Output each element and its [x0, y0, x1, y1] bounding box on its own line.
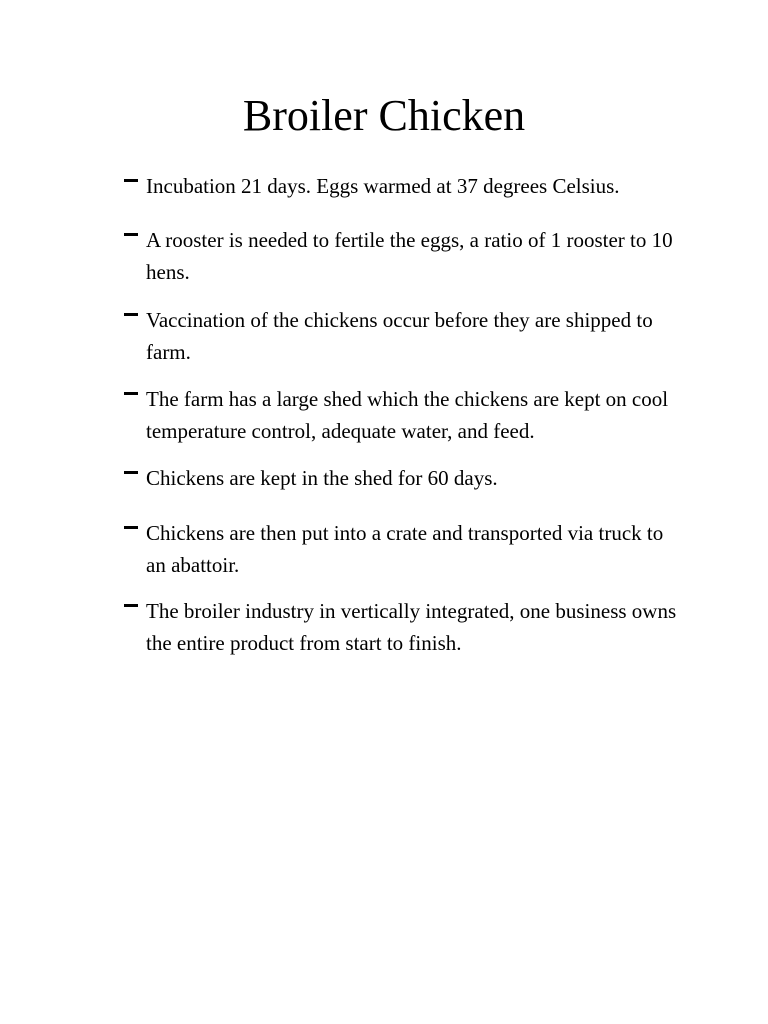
dash-bullet-icon [124, 526, 138, 529]
dash-bullet-icon [124, 179, 138, 182]
bullet-text: The farm has a large shed which the chickens are kept on cool temperature control, adequate water, and feed. [146, 387, 669, 443]
page-title: Broiler Chicken [242, 91, 526, 140]
bullet-text: Chickens are then put into a crate and transported via truck to an abattoir. [146, 521, 664, 577]
bullet-text: The broiler industry in vertically integrated, one business owns the entire product from start to finish. [146, 599, 677, 655]
dash-bullet-icon [124, 471, 138, 474]
dash-bullet-icon [124, 313, 138, 316]
dash-bullet-icon [124, 233, 138, 236]
bullet-text: Incubation 21 days. Eggs warmed at 37 degrees Celsius. [146, 174, 620, 198]
bullet-text: Chickens are kept in the shed for 60 days. [146, 466, 498, 490]
bullet-text: Vaccination of the chickens occur before they are shipped to farm. [146, 308, 653, 364]
dash-bullet-icon [124, 604, 138, 607]
bullet-text: A rooster is needed to fertile the eggs, a ratio of 1 rooster to 10 hens. [146, 228, 673, 284]
dash-bullet-icon [124, 392, 138, 395]
